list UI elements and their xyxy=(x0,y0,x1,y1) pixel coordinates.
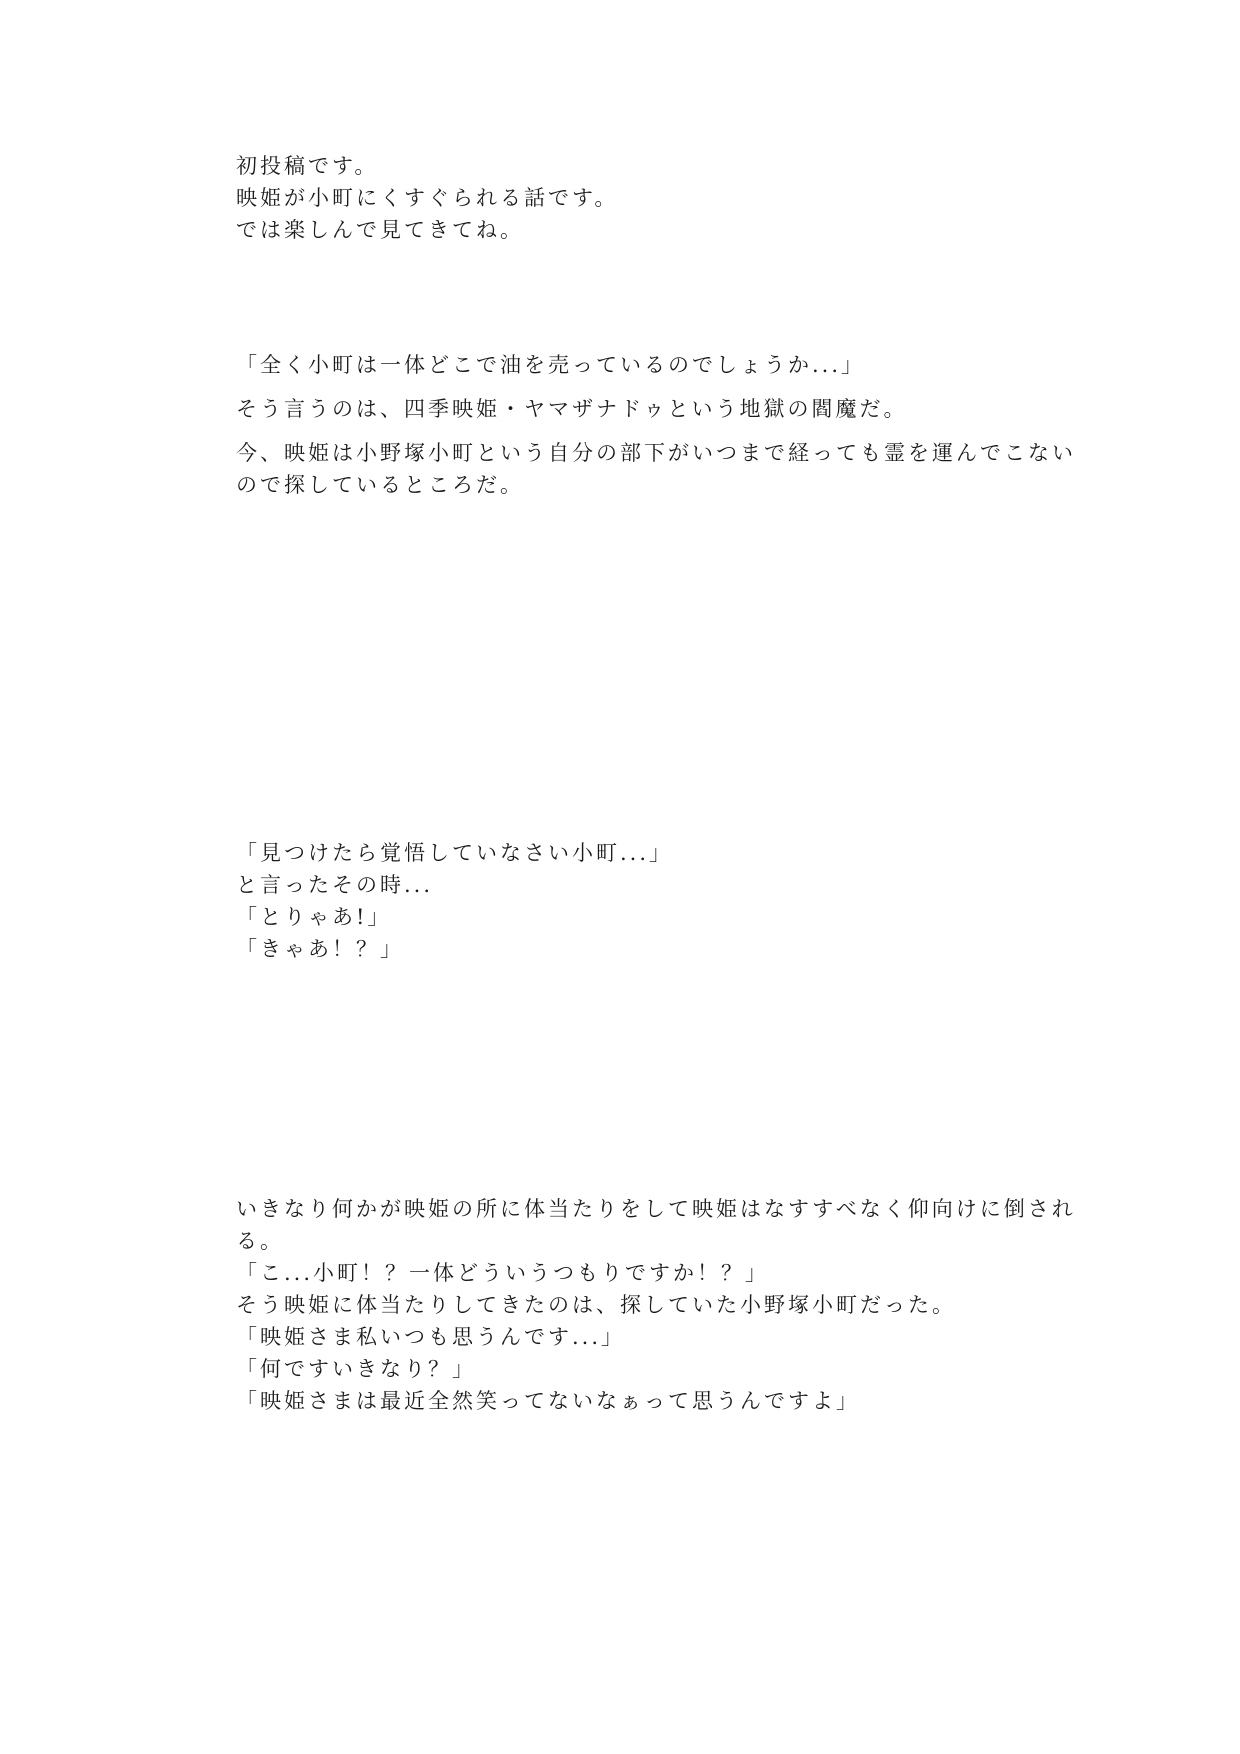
narration-line: そう言うのは、四季映姫・ヤマザナドゥという地獄の閻魔だ。 xyxy=(236,397,908,421)
dialogue-line: 「こ...小町！？一体どういうつもりですか！？」 xyxy=(236,1261,770,1285)
narration-line: そう映姫に体当たりしてきたのは、探していた小野塚小町だった。 xyxy=(236,1293,956,1317)
dialogue-line: 「とりゃあ!」 xyxy=(236,905,392,929)
intro-line-1: 初投稿です。 xyxy=(236,154,379,178)
dialogue-line: 「見つけたら覚悟していなさい小町...」 xyxy=(236,841,674,865)
narration-line: と言ったその時... xyxy=(236,873,434,897)
dialogue-line: 「全く小町は一体どこで油を売っているのでしょうか...」 xyxy=(236,353,866,377)
narration-line: いきなり何かが映姫の所に体当たりをして映姫はなすすべなく仰向けに倒され xyxy=(236,1197,1076,1221)
dialogue-line: 「映姫さまは最近全然笑ってないなぁって思うんですよ」 xyxy=(236,1389,860,1413)
intro-line-2: 映姫が小町にくすぐられる話です。 xyxy=(236,186,619,210)
dialogue-line: 「映姫さま私いつも思うんです...」 xyxy=(236,1325,626,1349)
narration-line: 今、映姫は小野塚小町という自分の部下がいつまで経っても霊を運んでこない xyxy=(236,441,1076,465)
story-section-3 xyxy=(236,1193,1076,1417)
narration-line: ので探しているところだ。 xyxy=(236,473,524,497)
intro-section xyxy=(236,150,1016,246)
narration-line: る。 xyxy=(236,1229,284,1253)
intro-line-3: では楽しんで見てきてね。 xyxy=(236,218,524,242)
dialogue-line: 「きゃあ！？」 xyxy=(236,937,404,961)
dialogue-line: 「何ですいきなり？」 xyxy=(236,1357,476,1381)
story-section-2 xyxy=(236,837,1016,965)
story-section-1 xyxy=(236,349,1076,501)
